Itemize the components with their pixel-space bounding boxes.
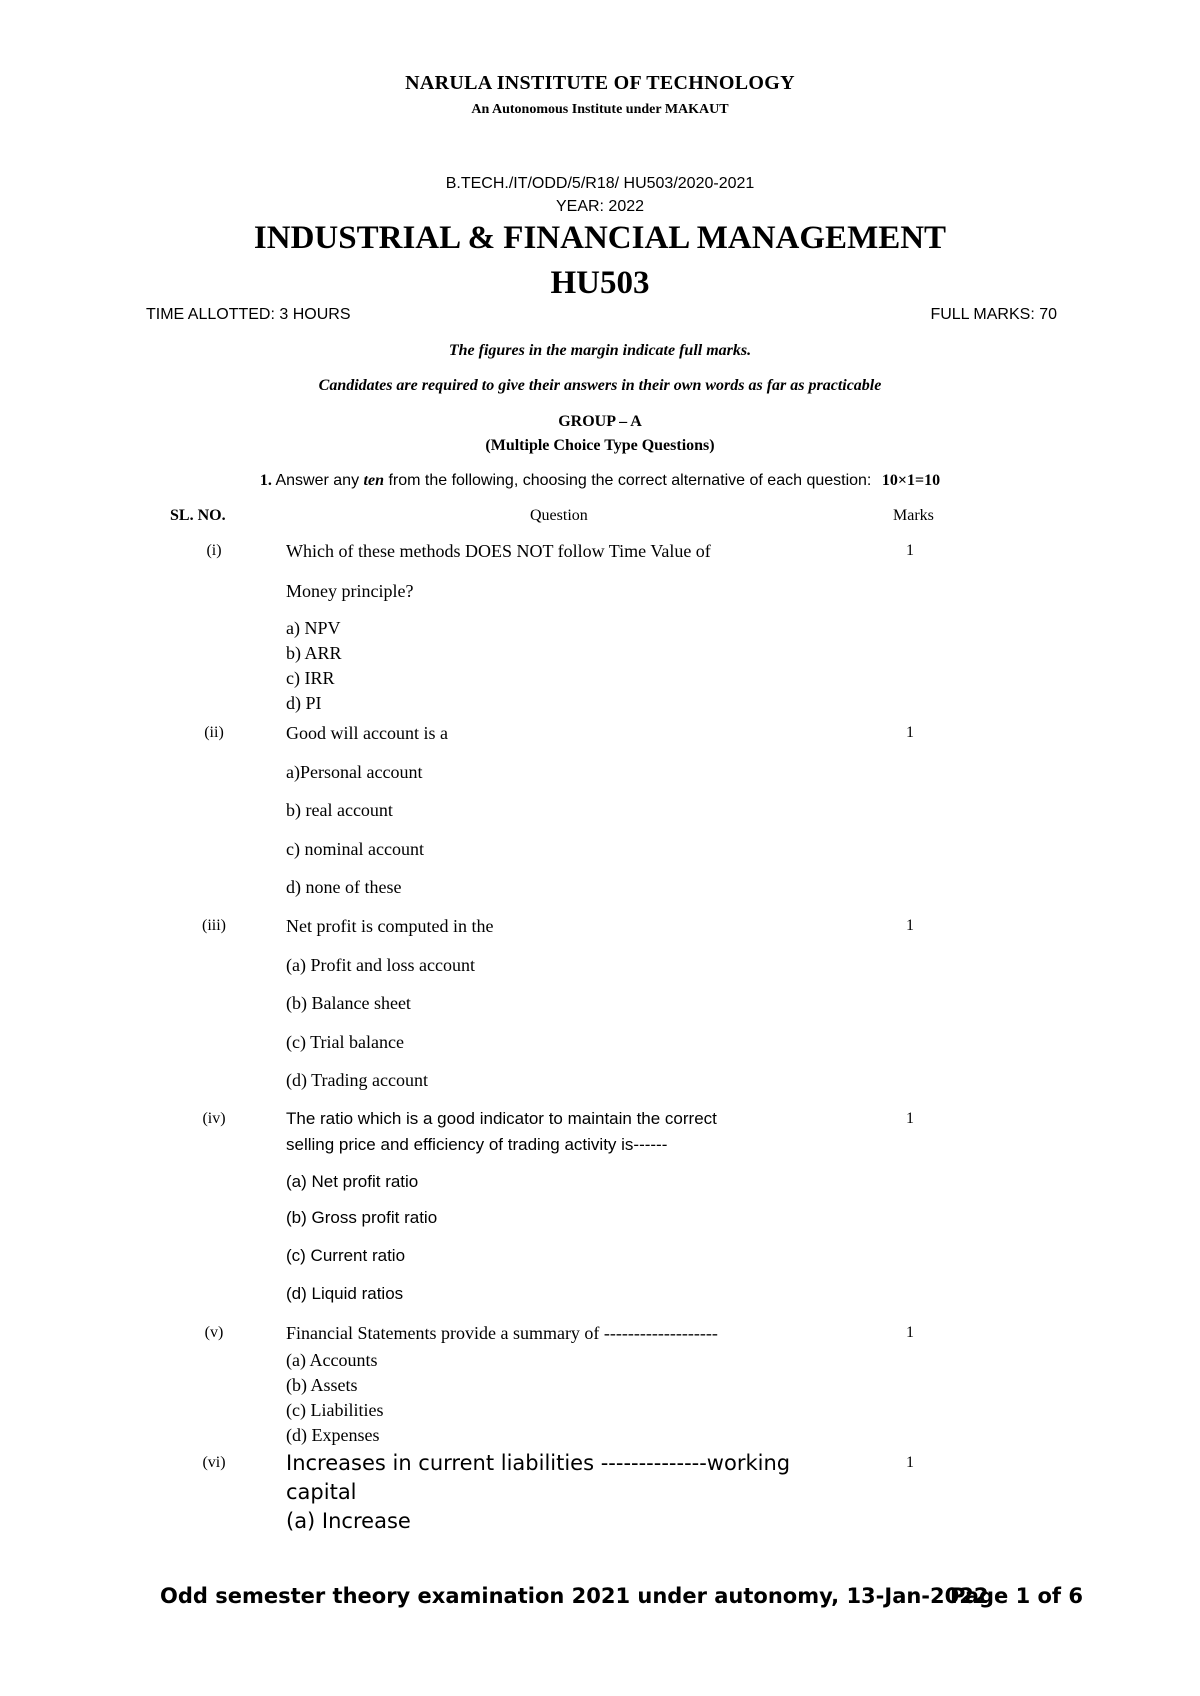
question-marks: 1 — [906, 724, 914, 741]
question-number: (iv) — [202, 1110, 226, 1127]
question-text: Financial Statements provide a summary of ------------------- — [286, 1323, 718, 1343]
footer-page-number: Page 1 of 6 — [950, 1584, 1083, 1608]
question-number: (iii) — [202, 917, 226, 934]
option: (d) Trading account — [286, 1070, 428, 1090]
instruction-text-pre: Answer any — [275, 472, 360, 489]
option: a) NPV — [286, 618, 341, 638]
footer-exam-info: Odd semester theory examination 2021 under autonomy, 13-Jan-2022 — [160, 1584, 989, 1608]
question-number: (vi) — [202, 1454, 226, 1471]
time-allotted: TIME ALLOTTED: 3 HOURS — [146, 306, 351, 323]
question-number: (v) — [204, 1324, 224, 1341]
instruction-number: 1. — [259, 472, 272, 489]
question-marks: 1 — [906, 1324, 914, 1341]
question-marks: 1 — [906, 1454, 914, 1471]
question-text: Good will account is a — [286, 723, 448, 743]
option: (d) Expenses — [286, 1425, 380, 1445]
question-text: The ratio which is a good indicator to maintain the correct — [286, 1109, 717, 1128]
option: (c) Current ratio — [286, 1246, 406, 1265]
group-title: GROUP – A — [558, 413, 642, 430]
question-marks: 1 — [906, 542, 914, 559]
option: (a) Accounts — [286, 1350, 378, 1370]
question-marks: 1 — [906, 1110, 914, 1127]
full-marks: FULL MARKS: 70 — [930, 306, 1057, 323]
institute-name: NARULA INSTITUTE OF TECHNOLOGY — [405, 72, 795, 94]
note-answers: Candidates are required to give their answers in their own words as far as practicable — [318, 377, 882, 394]
question-number: (i) — [206, 542, 222, 559]
question-text: selling price and efficiency of trading activity is------ — [286, 1135, 668, 1154]
header-question: Question — [530, 507, 588, 524]
option: (d) Liquid ratios — [286, 1284, 404, 1303]
instruction-marks: 10×1=10 — [881, 472, 941, 489]
instruction-emphasis: ten — [363, 472, 384, 489]
question-text: Money principle? — [286, 581, 414, 601]
question-number: (ii) — [204, 724, 224, 741]
institute-subtitle: An Autonomous Institute under MAKAUT — [471, 102, 729, 117]
note-marks: The figures in the margin indicate full marks. — [448, 342, 752, 359]
option: (b) Balance sheet — [286, 993, 411, 1013]
header-marks: Marks — [893, 507, 934, 524]
exam-year: YEAR: 2022 — [555, 198, 645, 215]
option: b) ARR — [286, 643, 342, 663]
option: (b) Assets — [286, 1375, 358, 1395]
option: d) PI — [286, 693, 322, 713]
option: (c) Liabilities — [286, 1400, 384, 1420]
option: b) real account — [286, 800, 393, 820]
question-text: Which of these methods DOES NOT follow Time Value of — [286, 541, 711, 561]
question-marks: 1 — [906, 917, 914, 934]
option: (a) Net profit ratio — [286, 1172, 419, 1191]
paper-title: INDUSTRIAL & FINANCIAL MANAGEMENT — [253, 220, 947, 256]
question-text: capital — [286, 1480, 357, 1504]
option: (b) Gross profit ratio — [286, 1208, 438, 1227]
option: c) IRR — [286, 668, 335, 688]
paper-code: B.TECH./IT/ODD/5/R18/ HU503/2020-2021 — [445, 175, 755, 192]
option: c) nominal account — [286, 839, 424, 859]
option: a)Personal account — [286, 762, 423, 782]
header-slno: SL. NO. — [170, 507, 226, 524]
option: (a) Profit and loss account — [286, 955, 475, 975]
instruction-text-post: from the following, choosing the correct alternative of each question: — [388, 472, 872, 489]
option: (c) Trial balance — [286, 1032, 404, 1052]
option: d) none of these — [286, 877, 402, 897]
question-instruction — [0, 472, 1200, 490]
question-text: Net profit is computed in the — [286, 916, 494, 936]
option: (a) Increase — [286, 1509, 411, 1533]
course-code: HU503 — [550, 265, 650, 301]
question-text: Increases in current liabilities --------------working — [286, 1451, 791, 1475]
group-subtitle: (Multiple Choice Type Questions) — [485, 437, 715, 454]
